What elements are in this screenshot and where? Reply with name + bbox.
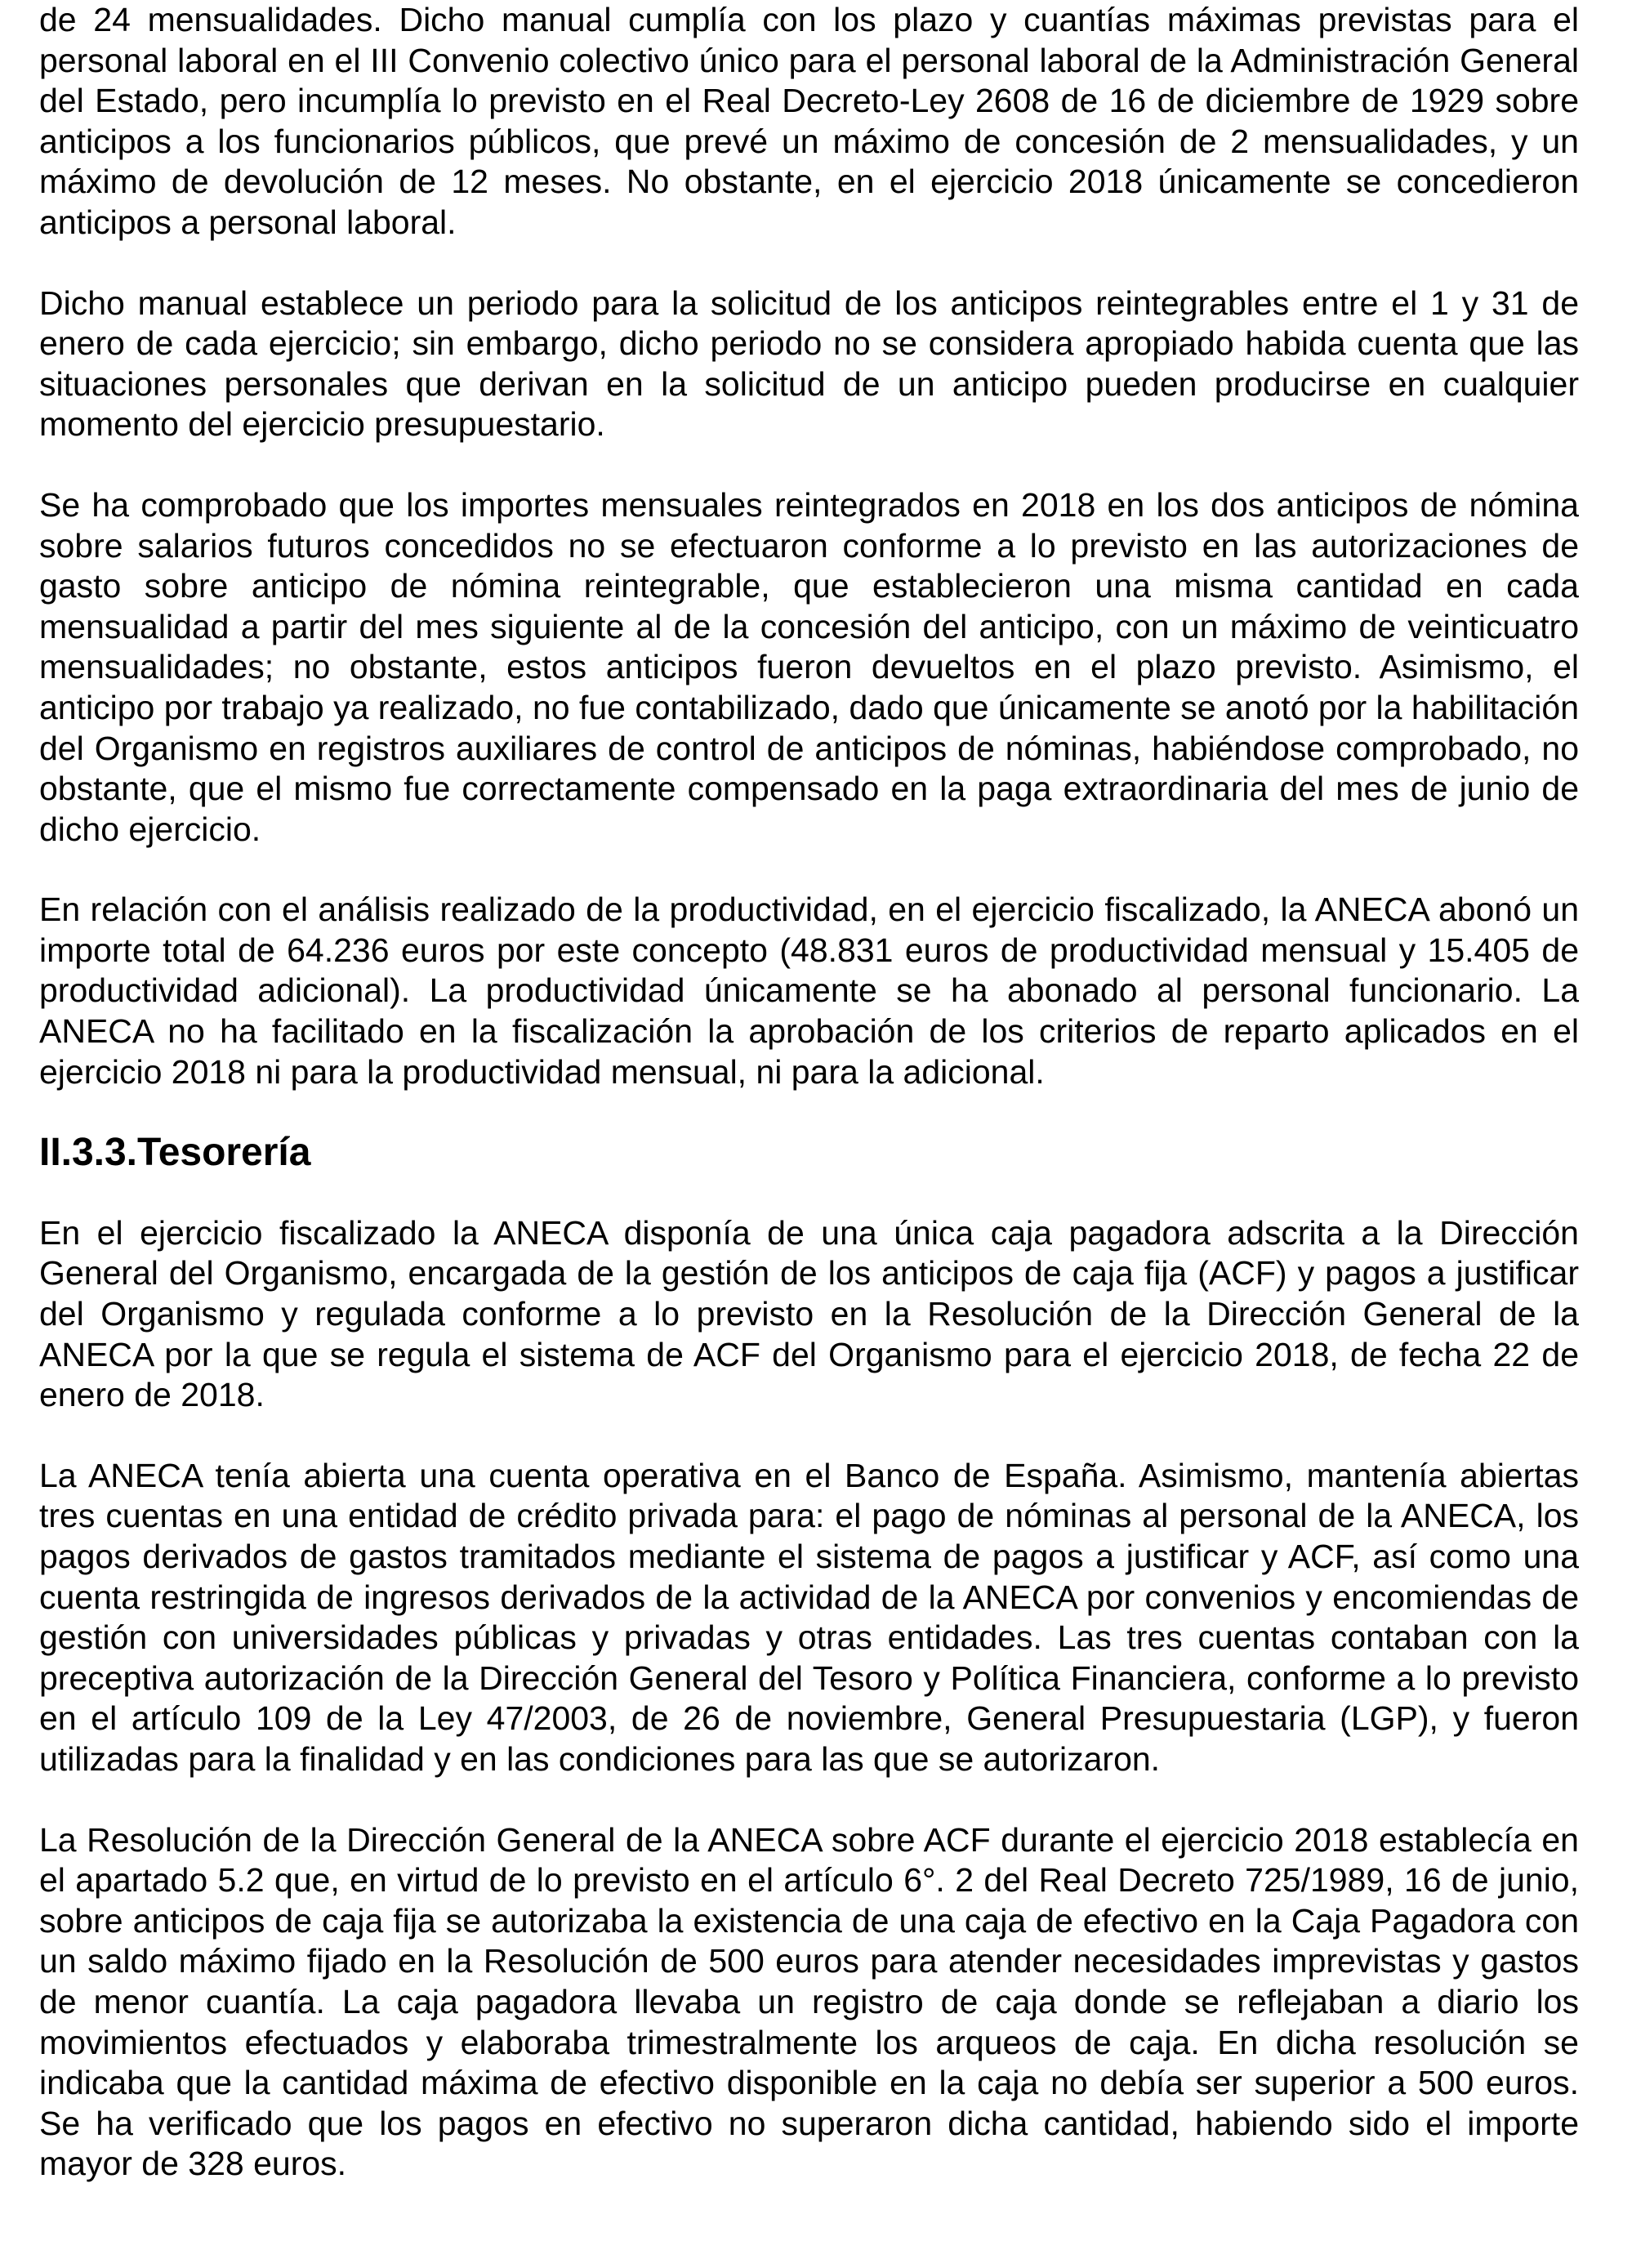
paragraph-importes-reintegrados: Se ha comprobado que los importes mensuales reintegrados en 2018 en los dos anticipos de nómina sobre salarios futuros concedidos no se efectuaron conforme a lo previsto en las autorizaciones de gasto sobre anticipo de nómina reintegrable, que establecieron una misma cantidad en cada mensualidad a partir del mes siguiente al de la concesión del anticipo, con un máximo de veinticuatro mensualidades; no obstante, estos anticipos fueron devueltos en el plazo previsto. Asimismo, el anticipo por trabajo ya realizado, no fue contabilizado, dado que únicamente se anotó por la habilitación del Organismo en registros auxiliares de control de anticipos de nóminas, habiéndose comprobado, no obstante, que el mismo fue correctamente compensado en la paga extraordinaria del mes de junio de dicho ejercicio.	[39, 485, 1579, 848]
paragraph-caja-pagadora: En el ejercicio fiscalizado la ANECA disponía de una única caja pagadora adscrita a la Dirección General del Organismo, encargada de la gestión de los anticipos de caja fija (ACF) y pagos a justificar del Organismo y regulada conforme a lo previsto en la Resolución de la Dirección General de la ANECA por la que se regula el sistema de ACF del Organismo para el ejercicio 2018, de fecha 22 de enero de 2018.	[39, 1213, 1579, 1414]
section-heading-tesoreria: II.3.3.Tesorería	[39, 1131, 311, 1175]
paragraph-cuentas-bancarias: La ANECA tenía abierta una cuenta operativa en el Banco de España. Asimismo, mantenía abiertas tres cuentas en una entidad de crédito privada para: el pago de nóminas al personal de la ANECA, los pagos derivados de gastos tramitados mediante el sistema de pagos a justificar y ACF, así como una cuenta restringida de ingresos derivados de la actividad de la ANECA por convenios y encomiendas de gestión con universidades públicas y privadas y otras entidades. Las tres cuentas contaban con la preceptiva autorización de la Dirección General del Tesoro y Política Financiera, conforme a lo previsto en el artículo 109 de la Ley 47/2003, de 26 de noviembre, General Presupuestaria (LGP), y fueron utilizadas para la finalidad y en las condiciones para las que se autorizaron.	[39, 1456, 1579, 1778]
paragraph-productividad: En relación con el análisis realizado de la productividad, en el ejercicio fiscalizado, la ANECA abonó un importe total de 64.236 euros por este concepto (48.831 euros de productividad mensual y 15.405 de productividad adicional). La productividad únicamente se ha abonado al personal funcionario. La ANECA no ha facilitado en la fiscalización la aprobación de los criterios de reparto aplicados en el ejercicio 2018 ni para la productividad mensual, ni para la adicional.	[39, 891, 1579, 1091]
document-page	[39, 0, 1579, 2185]
paragraph-periodo-solicitud: Dicho manual establece un periodo para la solicitud de los anticipos reintegrables entre el 1 y 31 de enero de cada ejercicio; sin embargo, dicho periodo no se considera apropiado habida cuenta que las situaciones personales que derivan en la solicitud de un anticipo pueden producirse en cualquier momento del ejercicio presupuestario.	[39, 284, 1579, 444]
paragraph-resolucion-acf: La Resolución de la Dirección General de la ANECA sobre ACF durante el ejercicio 2018 establecía en el apartado 5.2 que, en virtud de lo previsto en el artículo 6°. 2 del Real Decreto 725/1989, 16 de junio, sobre anticipos de caja fija se autorizaba la existencia de una caja de efectivo en la Caja Pagadora con un saldo máximo fijado en la Resolución de 500 euros para atender necesidades imprevistas y gastos de menor cuantía. La caja pagadora llevaba un registro de caja donde se reflejaban a diario los movimientos efectuados y elaboraba trimestralmente los arqueos de caja. En dicha resolución se indicaba que la cantidad máxima de efectivo disponible en la caja no debía ser superior a 500 euros. Se ha verificado que los pagos en efectivo no superaron dicha cantidad, habiendo sido el importe mayor de 328 euros.	[39, 1820, 1579, 2183]
paragraph-anticipos-manual: de 24 mensualidades. Dicho manual cumplía con los plazo y cuantías máximas previstas para el personal laboral en el III Convenio colectivo único para el personal laboral de la Administración General del Estado, pero incumplía lo previsto en el Real Decreto-Ley 2608 de 16 de diciembre de 1929 sobre anticipos a los funcionarios públicos, que prevé un máximo de concesión de 2 mensualidades, y un máximo de devolución de 12 meses. No obstante, en el ejercicio 2018 únicamente se concedieron anticipos a personal laboral.	[39, 1, 1579, 241]
